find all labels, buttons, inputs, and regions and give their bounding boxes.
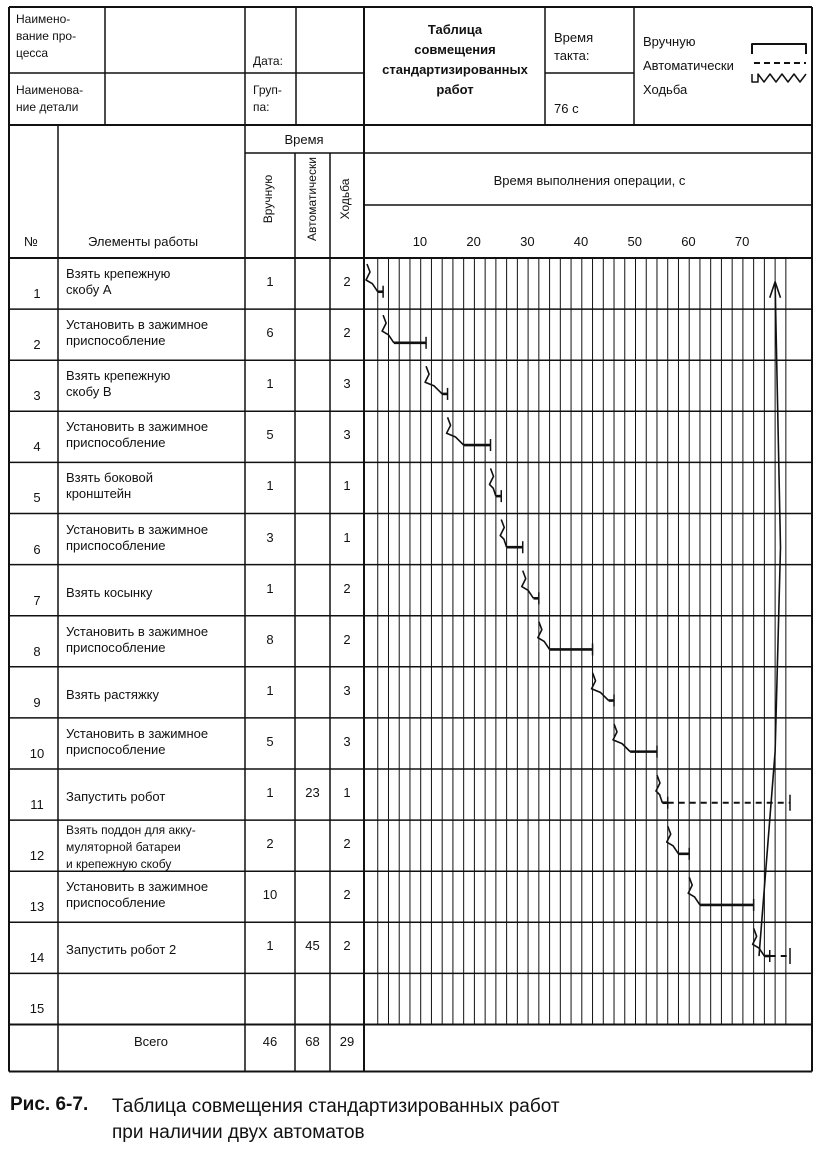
part-name-label: Наименова- ние детали [16,83,84,114]
row-number: 9 [33,694,41,710]
walk-time: 1 [343,529,351,545]
walk-time: 2 [343,887,351,903]
walk-time: 3 [343,682,351,698]
row-number: 1 [33,286,41,301]
walk-trace [613,724,630,752]
totals-label: Всего [133,1034,169,1049]
group-label: Груп- па: [253,83,282,114]
row-number: 5 [33,490,41,506]
axis-tick-label: 60 [681,234,696,249]
work-element-name: Установить в зажимное приспособление [66,419,209,451]
manual-time: 3 [266,529,274,545]
work-element-name: Взять поддон для акку- муляторной батареи и крепежную скобу [66,823,196,872]
work-element-name: Запустить робот [66,789,166,804]
manual-time: 2 [266,836,274,852]
manual-time: 1 [266,682,274,698]
walk-time: 2 [343,938,351,954]
row-number: 6 [33,541,41,557]
work-element-name: Запустить робот 2 [66,942,177,958]
manual-time: 10 [262,887,278,903]
manual-time: 1 [266,478,274,494]
walk-time: 3 [343,733,351,749]
row-number: 7 [33,592,41,608]
work-element-name: Взять растяжку [66,686,159,702]
work-element-name: Взять косынку [66,584,153,600]
axis-tick-label: 50 [627,234,642,249]
walk-trace [500,520,506,548]
row-number: 3 [33,388,41,404]
walk-time: 1 [343,785,351,800]
axis-tick-label: 10 [412,234,428,249]
walk-trace [447,417,464,445]
manual-time: 5 [266,733,274,749]
manual-time: 1 [266,785,274,800]
work-element-name: Установить в зажимное приспособление [66,317,209,349]
auto-time: 45 [305,938,320,954]
row-number: 10 [29,745,45,761]
legend-manual-symbol [752,44,806,54]
row-number: 15 [29,1001,45,1017]
walk-time: 2 [343,631,351,647]
manual-time: 1 [266,938,274,954]
work-element-name: Установить в зажимное приспособление [66,879,209,911]
row-number: 14 [29,950,45,966]
manual-time: 1 [266,580,274,596]
walk-trace [592,673,609,701]
return-walk-trace [759,284,780,956]
chart-axis-title: Время выполнения операции, с [493,173,686,188]
row-number: 13 [29,899,45,915]
walk-time: 3 [343,427,351,443]
axis-tick-label: 70 [734,234,750,249]
row-number: 8 [33,643,41,659]
date-label: Дата: [253,54,283,68]
work-element-name: Взять боковой кронштейн [66,470,154,502]
manual-time: 1 [266,376,274,392]
process-name-label: Наимено- вание про- цесса [16,12,77,60]
axis-tick-label: 20 [466,234,481,249]
manual-time: 8 [266,631,274,647]
work-element-name: Установить в зажимное приспособление [66,725,209,757]
legend-manual-label: Вручную [643,34,696,49]
column-time: Время [284,132,324,147]
walk-trace [366,264,378,292]
column-manual: Вручную [261,174,275,224]
totals-manual: 46 [262,1034,278,1049]
walk-trace [538,622,550,650]
axis-tick-label: 30 [520,234,535,249]
walk-trace [425,366,442,394]
walk-trace [753,928,765,956]
legend-walk-symbol [752,74,806,82]
column-walk: Ходьба [338,178,352,220]
work-element-name: Взять крепежную скобу В [66,368,171,400]
walk-trace [667,826,679,854]
walk-time: 2 [343,325,351,341]
figure-caption-label: Рис. 6-7. [10,1094,89,1115]
walk-time: 1 [343,478,351,494]
walk-trace [382,315,394,343]
work-element-name: Установить в зажимное приспособление [66,521,209,553]
column-no: № [24,234,38,249]
legend-walk-label: Ходьба [643,82,688,97]
takt-value: 76 с [554,101,579,116]
manual-time: 6 [266,325,274,341]
walk-trace [490,468,496,496]
chart-title: Таблица совмещения стандартизированных работ [382,22,528,97]
manual-time: 1 [266,274,274,289]
row-number: 2 [33,337,41,353]
takt-label: Время такта: [554,30,594,63]
walk-time: 3 [343,376,351,392]
walk-time: 2 [343,836,351,852]
work-element-name: Установить в зажимное приспособление [66,623,209,655]
figure-caption-text: Таблица совмещения стандартизированных работ при наличии двух автоматов [112,1096,560,1143]
walk-time: 2 [343,580,351,596]
auto-time: 23 [305,785,320,800]
row-number: 12 [29,848,45,864]
walk-trace [688,877,700,905]
work-element-name: Взять крепежную скобу А [66,266,171,297]
manual-time: 5 [266,427,274,443]
legend-auto-label: Автоматически [643,58,734,73]
walk-time: 2 [343,274,351,289]
row-number: 4 [33,439,41,455]
column-elements: Элементы работы [88,234,199,249]
totals-walk: 29 [339,1034,355,1049]
row-number: 11 [30,797,44,812]
column-auto: Автоматически [305,157,319,241]
totals-auto: 68 [305,1034,320,1049]
axis-tick-label: 40 [573,234,589,249]
